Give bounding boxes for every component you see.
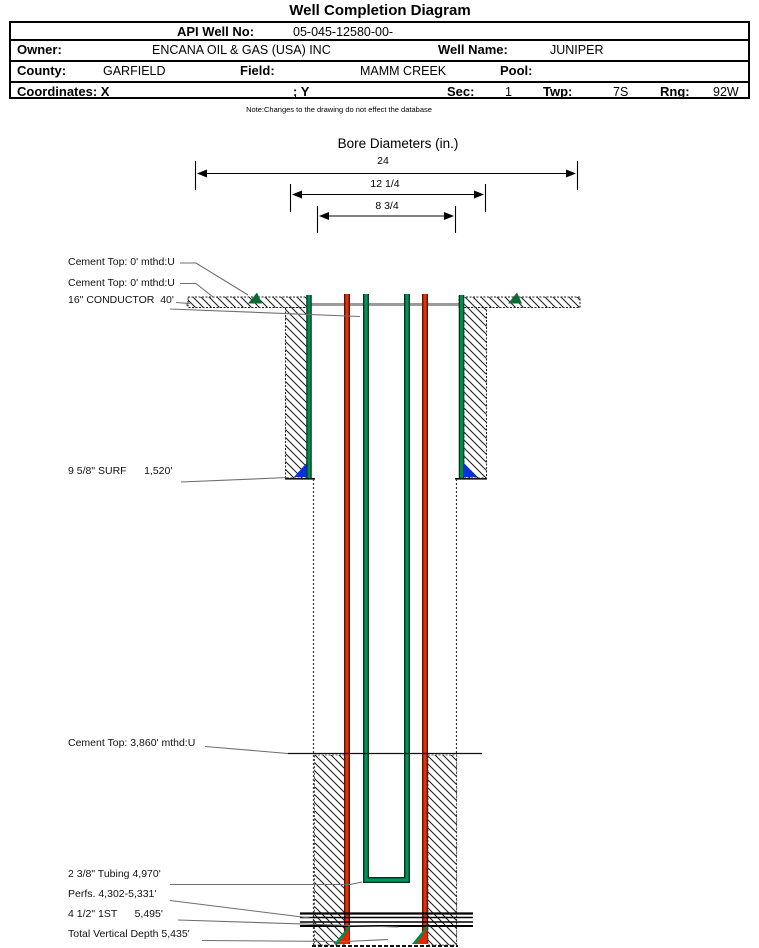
annotation-cement-top-1: Cement Top: 0' mthd:U [68, 256, 175, 268]
sec-label: Sec: [447, 84, 475, 99]
annotation-conductor: 16" CONDUCTOR 40' [68, 294, 174, 306]
header-row-owner [11, 39, 748, 60]
surface-casing-9-5-8 [309, 295, 462, 478]
well-header-table [9, 21, 750, 99]
header-row-coordinates [11, 81, 748, 102]
annotation-surface-casing: 9 5/8" SURF 1,520' [68, 465, 173, 477]
pool-label: Pool: [500, 63, 533, 78]
county-value: GARFIELD [103, 64, 166, 78]
annotation-cement-top-3: Cement Top: 3,860' mthd:U [68, 737, 196, 749]
rng-label: Rng: [660, 84, 690, 99]
header-row-api [11, 23, 748, 39]
annotation-tubing: 2 3/8" Tubing 4,970' [68, 868, 161, 880]
page-title: Well Completion Diagram [289, 2, 471, 19]
owner-label: Owner: [17, 42, 62, 57]
api-well-no-label: API Well No: [177, 24, 255, 39]
well-name-value: JUNIPER [550, 43, 604, 57]
dim-label-12-1-4: 12 1/4 [370, 178, 400, 190]
twp-label: Twp: [543, 84, 573, 99]
database-note: Note:Changes to the drawing do not effect the database [246, 105, 432, 114]
coordinates-y-label: ; Y [293, 84, 310, 99]
header-row-county [11, 60, 748, 81]
annotation-production-casing: 4 1/2" 1ST 5,495' [68, 908, 163, 920]
dim-label-8-3-4: 8 3/4 [375, 200, 399, 212]
coordinates-label: Coordinates: X [17, 84, 110, 99]
well-name-label: Well Name: [438, 42, 508, 57]
annotation-tvd: Total Vertical Depth 5,435' [68, 928, 190, 940]
tubing-2-3-8 [366, 294, 407, 880]
county-label: County: [17, 63, 67, 78]
annotation-cement-top-2: Cement Top: 0' mthd:U [68, 277, 175, 289]
owner-value: ENCANA OIL & GAS (USA) INC [152, 43, 331, 57]
annotation-perfs: Perfs. 4,302-5,331' [68, 888, 157, 900]
twp-value: 7S [613, 85, 629, 99]
field-label: Field: [240, 63, 275, 78]
production-cement [315, 755, 457, 945]
sec-value: 1 [505, 85, 512, 99]
surface-cement-columns [286, 308, 487, 479]
api-well-no-value: 05-045-12580-00- [293, 25, 394, 39]
surface-shoe-markers [294, 463, 477, 477]
dim-label-24: 24 [377, 155, 389, 167]
field-value: MAMM CREEK [360, 64, 447, 78]
bore-diameters-title: Bore Diameters (in.) [337, 136, 459, 151]
production-casing-4-1-2 [347, 294, 425, 944]
rng-value: 92W [713, 85, 739, 99]
